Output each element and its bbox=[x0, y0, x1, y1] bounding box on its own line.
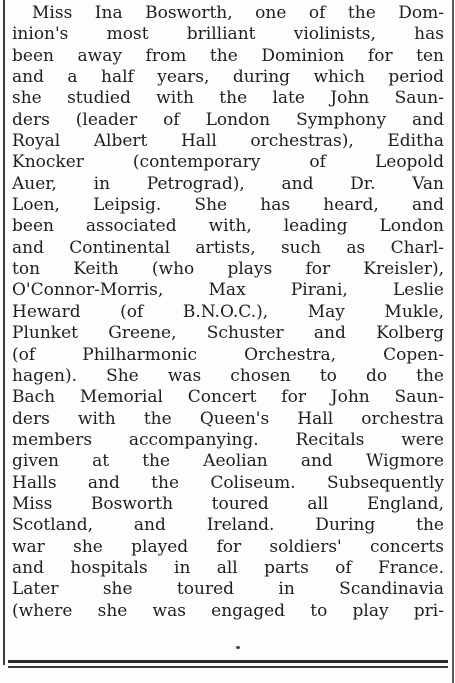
article-line: (of Philharmonic Orchestra, Copen- bbox=[12, 344, 444, 365]
article-line: been away from the Dominion for ten bbox=[12, 45, 444, 66]
left-column-rule bbox=[3, 0, 5, 665]
article-body bbox=[12, 3, 444, 622]
article-line: O'Connor-Morris, Max Pirani, Leslie bbox=[12, 280, 444, 301]
article-line: Halls and the Coliseum. Subsequently bbox=[12, 472, 444, 493]
ink-speck bbox=[236, 646, 240, 649]
article-line: Miss Ina Bosworth, one of the Dom- bbox=[32, 3, 444, 23]
article-line: hagen). She was chosen to do the bbox=[12, 365, 444, 386]
article-line: Auer, in Petrograd), and Dr. Van bbox=[12, 173, 444, 194]
article-line: and hospitals in all parts of France. bbox=[12, 557, 444, 578]
article-line: Bach Memorial Concert for John Saun- bbox=[12, 387, 444, 408]
article-line: ders (leader of London Symphony and bbox=[12, 109, 444, 130]
article-line: inion's most brilliant violinists, has bbox=[12, 24, 444, 45]
article-line: Plunket Greene, Schuster and Kolberg bbox=[12, 323, 444, 344]
article-line: ders with the Queen's Hall orchestra bbox=[12, 408, 444, 429]
article-line: members accompanying. Recitals were bbox=[12, 429, 444, 450]
right-column-rule bbox=[452, 0, 454, 683]
article-line: given at the Aeolian and Wigmore bbox=[12, 451, 444, 472]
article-line: she studied with the late John Saun- bbox=[12, 88, 444, 109]
article-line: ton Keith (who plays for Kreisler), bbox=[12, 259, 444, 280]
article-line: Miss Bosworth toured all England, bbox=[12, 493, 444, 514]
article-line: Later she toured in Scandinavia bbox=[12, 579, 444, 600]
thin-rule bbox=[8, 666, 448, 668]
column-end-rules bbox=[8, 660, 448, 668]
article-line: war she played for soldiers' concerts bbox=[12, 536, 444, 557]
article-line: Loen, Leipsig. She has heard, and bbox=[12, 195, 444, 216]
article-line: Knocker (contemporary of Leopold bbox=[12, 152, 444, 173]
article-line: (where she was engaged to play pri- bbox=[12, 600, 444, 621]
article-line: and a half years, during which period bbox=[12, 67, 444, 88]
thick-rule bbox=[8, 660, 448, 663]
article-line: been associated with, leading London bbox=[12, 216, 444, 237]
article-line: Heward (of B.N.O.C.), May Mukle, bbox=[12, 301, 444, 322]
article-line: Royal Albert Hall orchestras), Editha bbox=[12, 131, 444, 152]
article-line: Scotland, and Ireland. During the bbox=[12, 515, 444, 536]
article-line: and Continental artists, such as Charl- bbox=[12, 237, 444, 258]
